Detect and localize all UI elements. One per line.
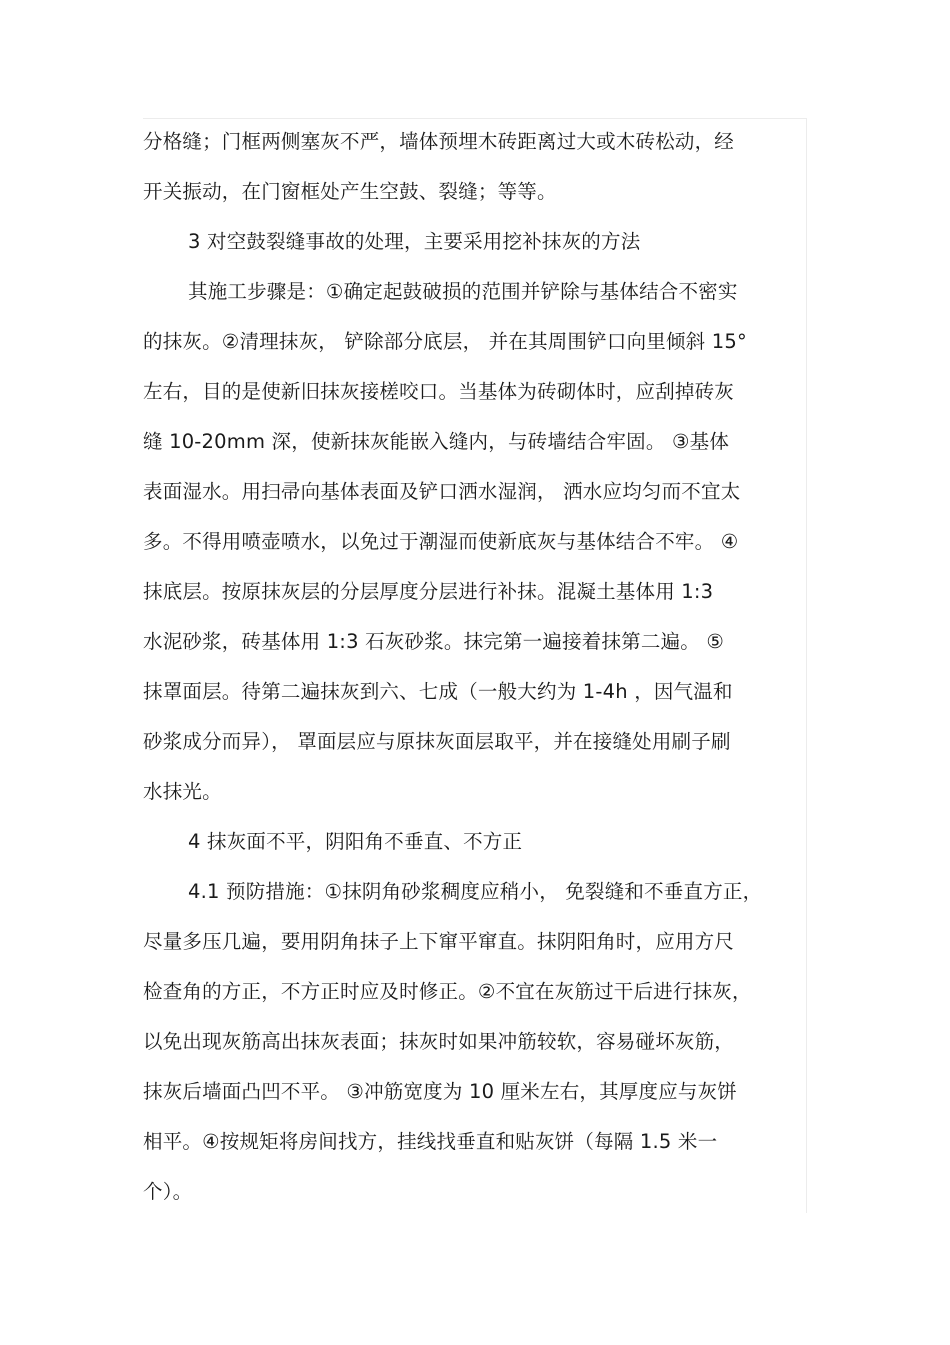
section-heading-4: 4 抹灰面不平，阴阳角不垂直、不方正 — [188, 830, 523, 853]
subsection-heading-4-1: 4.1 预防措施：①抹阴角砂浆稠度应稍小， 免裂缝和不垂直方正， — [188, 880, 763, 903]
text-line: 砂浆成分而异）， 罩面层应与原抹灰面层取平，并在接缝处用刷子刷 — [143, 730, 731, 753]
text-line: 多。不得用喷壶喷水，以免过于潮湿而使新底灰与基体结合不牢。 ④ — [143, 530, 739, 553]
text-line: 左右，目的是使新旧抹灰接槎咬口。当基体为砖砌体时，应刮掉砖灰 — [143, 380, 735, 403]
text-line: 抹灰后墙面凸凹不平。 ③冲筋宽度为 10 厘米左右，其厚度应与灰饼 — [143, 1080, 737, 1103]
section-heading-3: 3 对空鼓裂缝事故的处理，主要采用挖补抹灰的方法 — [188, 230, 641, 253]
text-line: 水泥砂浆，砖基体用 1:3 石灰砂浆。抹完第一遍接着抹第二遍。 ⑤ — [143, 630, 725, 653]
text-line: 个）。 — [143, 1180, 193, 1203]
text-line: 表面湿水。用扫帚向基体表面及铲口洒水湿润， 洒水应均匀而不宜太 — [143, 480, 741, 503]
text-line: 相平。④按规矩将房间找方，挂线找垂直和贴灰饼（每隔 1.5 米一 — [143, 1130, 718, 1153]
text-line: 开关振动，在门窗框处产生空鼓、裂缝；等等。 — [143, 180, 557, 203]
text-line: 抹罩面层。待第二遍抹灰到六、七成（一般大约为 1-4h ，因气温和 — [143, 680, 733, 703]
text-line: 抹底层。按原抹灰层的分层厚度分层进行补抹。混凝土基体用 1:3 — [143, 580, 714, 603]
text-line: 以免出现灰筋高出抹灰表面；抹灰时如果冲筋较软，容易碰坏灰筋， — [143, 1030, 735, 1053]
text-line: 分格缝；门框两侧塞灰不严，墙体预埋木砖距离过大或木砖松动，经 — [143, 130, 735, 153]
text-line: 检查角的方正，不方正时应及时修正。②不宜在灰筋过干后进行抹灰， — [143, 980, 752, 1003]
paragraph-start: 其施工步骤是：①确定起鼓破损的范围并铲除与基体结合不密实 — [188, 280, 738, 303]
text-line: 缝 10-20mm 深，使新抹灰能嵌入缝内，与砖墙结合牢固。 ③基体 — [143, 430, 730, 453]
text-line: 尽量多压几遍，要用阴角抹子上下窜平窜直。抹阴阳角时，应用方尺 — [143, 930, 735, 953]
text-line: 水抹光。 — [143, 780, 222, 803]
text-line: 的抹灰。②清理抹灰， 铲除部分底层， 并在其周围铲口向里倾斜 15° — [143, 330, 747, 353]
